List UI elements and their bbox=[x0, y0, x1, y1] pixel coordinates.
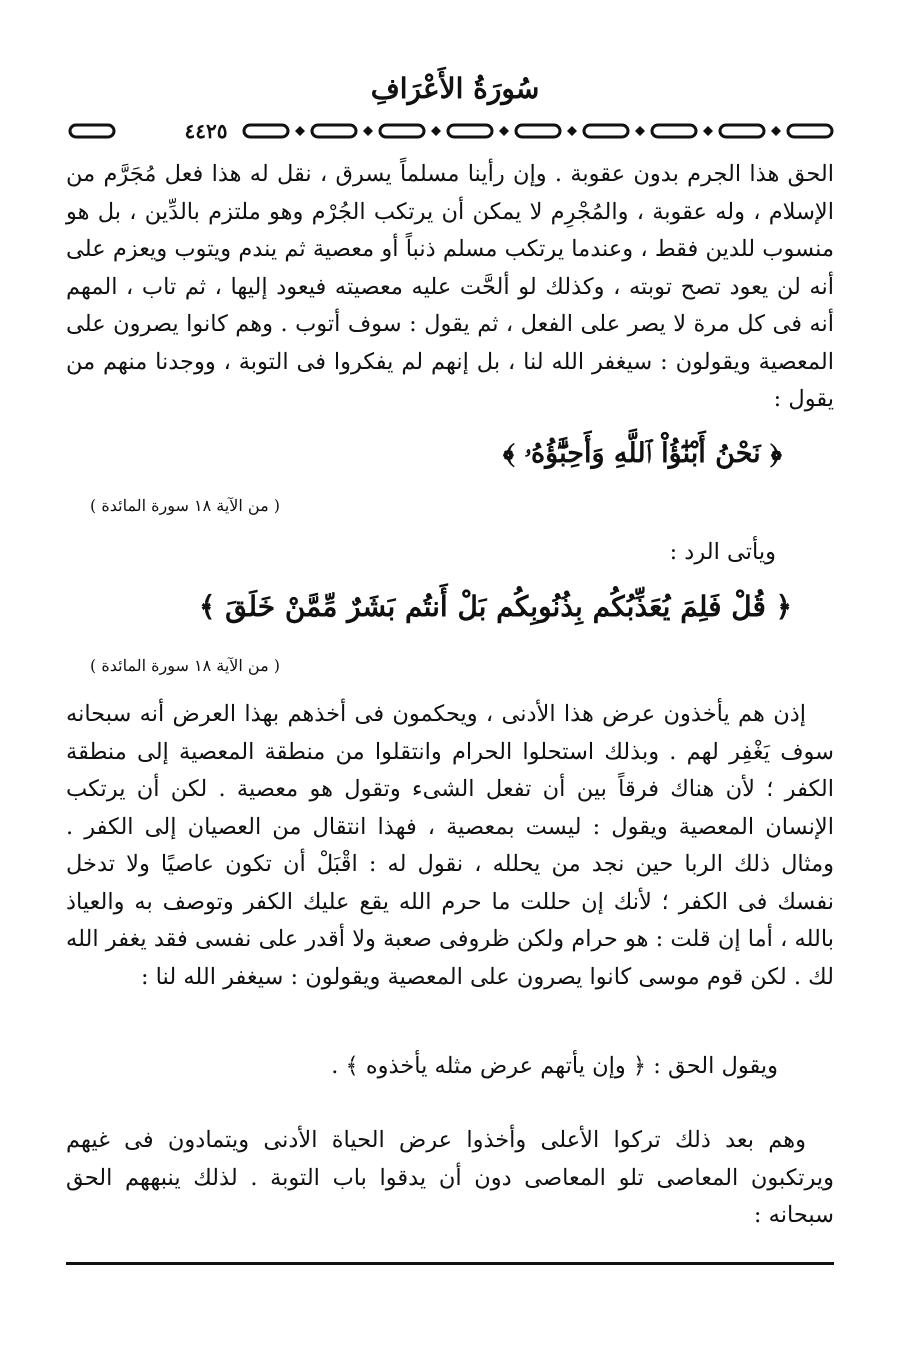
quran-verse-2: ﴿ قُلْ فَلِمَ يُعَذِّبُكُم بِذُنُوبِكُم بَلْ أَنتُم بَشَرٌ مِّمَّنْ خَلَقَ ﴾ bbox=[198, 590, 792, 623]
quran-verse-1: ﴿ نَحْنُ أَبْنَٰٓؤُاْ ٱللَّهِ وَأَحِبَّٰٓؤُهُۥ ﴾ bbox=[502, 438, 782, 469]
paragraph-4: ويقول الحق : ﴿ وإن يأتهم عرض مثله يأخذوه ﴾ . bbox=[331, 1053, 778, 1079]
page-number: ٤٤٢٥ bbox=[176, 121, 236, 141]
footer-rule bbox=[66, 1262, 834, 1265]
paragraph-2: ويأتى الرد : bbox=[669, 539, 776, 565]
surah-title: سُورَةُ الأَعْرَافِ bbox=[370, 72, 540, 105]
paragraph-1: الحق هذا الجرم بدون عقوبة . وإن رأينا مسلماً يسرق ، نقل له هذا فعل مُجَرَّم من الإسلام ، وله عقوبة ، والمُجْرِم لا يمكن أن يرتكب الجُرْم وهو ملتزم بالدِّين ، بل هو منسوب للدين فقط ، وعندما يرتكب مسلم ذنباً أو معصية ثم يندم ويتوب ويعزم على أنه لن يعود تصح توبته ، وكذلك لو ألحَّت عليه معصيته فيعود إليها ، ثم تاب ، المهم أنه فى كل مرة لا يصر على الفعل ، ثم يقول : سوف أتوب . وهم كانوا يصرون على المعصية ويقولون : سيغفر الله لنا ، بل إنهم لم يفكروا فى التوبة ، ووجدنا منهم من يقول : bbox=[66, 161, 834, 412]
paragraph-5: وهم بعد ذلك تركوا الأعلى وأخذوا عرض الحياة الأدنى ويتمادون فى غيهم ويرتكبون المعاصى تلو المعاصى دون أن يدقوا باب التوبة . لذلك ينبههم الحق سبحانه : bbox=[66, 1127, 834, 1228]
verse-reference-1: ( من الآية ١٨ سورة المائدة ) bbox=[90, 496, 281, 515]
paragraph-3: إذن هم يأخذون عرض هذا الأدنى ، ويحكمون فى أخذهم بهذا العرض أنه سبحانه سوف يَغْفِر لهم . وبذلك استحلوا الحرام وانتقلوا من منطقة المعصية إلى منطقة الكفر ؛ لأن هناك فرقاً بين أن تفعل الشىء وتقول هو معصية . لكن أن يرتكب الإنسان المعصية ويقول : ليست بمعصية ، فهذا انتقال من العصيان إلى الكفر . ومثال ذلك الربا حين نجد من يحلله ، نقول له : اقْبَلْ أن تكون عاصيًا ولا تدخل نفسك فى الكفر ؛ لأنك إن حللت ما حرم الله يقع عليك الكفر وتوصف به والعياذ بالله ، أما إن قلت : هو حرام ولكن ظروفى صعبة ولا أقدر على نفسى فقد يغفر الله لك . لكن قوم موسى كانوا يصرون على المعصية ويقولون : سيغفر الله لنا : bbox=[66, 701, 834, 990]
verse-reference-2: ( من الآية ١٨ سورة المائدة ) bbox=[90, 656, 281, 675]
header-ornament-border bbox=[66, 120, 836, 142]
